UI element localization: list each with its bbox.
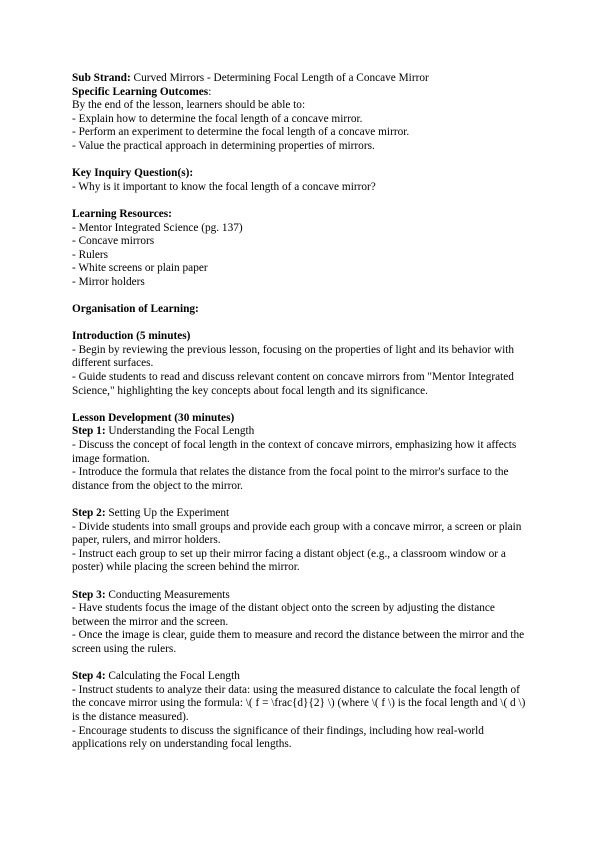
step-title: Setting Up the Experiment [105,507,230,519]
outcomes-heading-line [72,86,527,100]
outcome-item: - Perform an experiment to determine the focal length of a concave mirror. [72,126,410,139]
outcomes-intro: By the end of the lesson, learners should be able to: [72,99,306,112]
outcomes-colon: : [208,85,212,98]
outcome-item: - Explain how to determine the focal length of a concave mirror. [72,112,363,125]
step-label: Step 2: [72,507,106,519]
step-paragraph: - Instruct each group to set up their mirror facing a distant object (e.g., a classroom window or a poster) while placing the screen behind the mirror. [72,547,506,574]
inquiry-item: - Why is it important to know the focal length of a concave mirror? [72,180,376,193]
step-paragraph: - Instruct students to analyze their data: using the measured distance to calculate the focal length of the concave mirror using the formula: \( f = \frac{d}{2} \) (where \( f \) is the focal length and \( d \) is the distance measured). [72,683,526,723]
resource-item: - Mirror holders [72,275,145,288]
step-label: Step 4: [72,670,106,683]
step-heading [72,507,527,521]
step-paragraph: - Discuss the concept of focal length in the context of concave mirrors, emphasizing how it affects image formation. [72,439,517,465]
outcomes-heading: Specific Learning Outcomes [72,85,209,98]
outcome-item: - Value the practical approach in determining properties of mirrors. [72,139,375,152]
step-paragraph: - Divide students into small groups and provide each group with a concave mirror, a screen or plain paper, rulers, and mirror holders. [72,520,522,547]
step-title: Understanding the Focal Length [105,425,255,438]
resource-item: - White screens or plain paper [72,262,208,275]
step-title: Calculating the Focal Length [105,670,240,683]
development-heading: Lesson Development (30 minutes) [72,411,235,424]
step-paragraph: - Have students focus the image of the distant object onto the screen by adjusting the distance between the mirror and the screen. [72,602,495,628]
introduction-heading: Introduction (5 minutes) [72,330,191,343]
sub-strand-line [72,72,527,86]
step-paragraph: - Introduce the formula that relates the distance from the focal point to the mirror's surface to the distance from the object to the mirror. [72,466,509,492]
introduction-paragraph: - Begin by reviewing the previous lesson, focusing on the properties of light and its behavior with different surfaces. [72,343,515,370]
sub-strand-label: Sub Strand: [72,72,131,84]
step-label: Step 3: [72,588,106,601]
step-heading [72,589,527,603]
sub-strand-text: Curved Mirrors - Determining Focal Length of a Concave Mirror [130,72,429,84]
introduction-paragraph: - Guide students to read and discuss relevant content on concave mirrors from "Mentor Integrated Science," highlighting the key concepts about focal length and its significance. [72,371,514,397]
step-heading [72,425,527,439]
resource-item: - Concave mirrors [72,235,155,248]
step-paragraph: - Once the image is clear, guide them to measure and record the distance between the mirror and the screen using the rulers. [72,629,525,655]
step-label: Step 1: [72,425,106,438]
resource-item: - Rulers [72,248,109,261]
inquiry-heading: Key Inquiry Question(s): [72,167,194,180]
organisation-heading: Organisation of Learning: [72,303,199,316]
step-heading [72,670,527,684]
step-paragraph: - Encourage students to discuss the significance of their findings, including how real-world applications rely on understanding focal lengths. [72,724,484,751]
resource-item: - Mentor Integrated Science (pg. 137) [72,221,243,234]
step-title: Conducting Measurements [105,588,230,601]
lesson-plan-page [72,72,527,752]
resources-heading: Learning Resources: [72,207,172,220]
